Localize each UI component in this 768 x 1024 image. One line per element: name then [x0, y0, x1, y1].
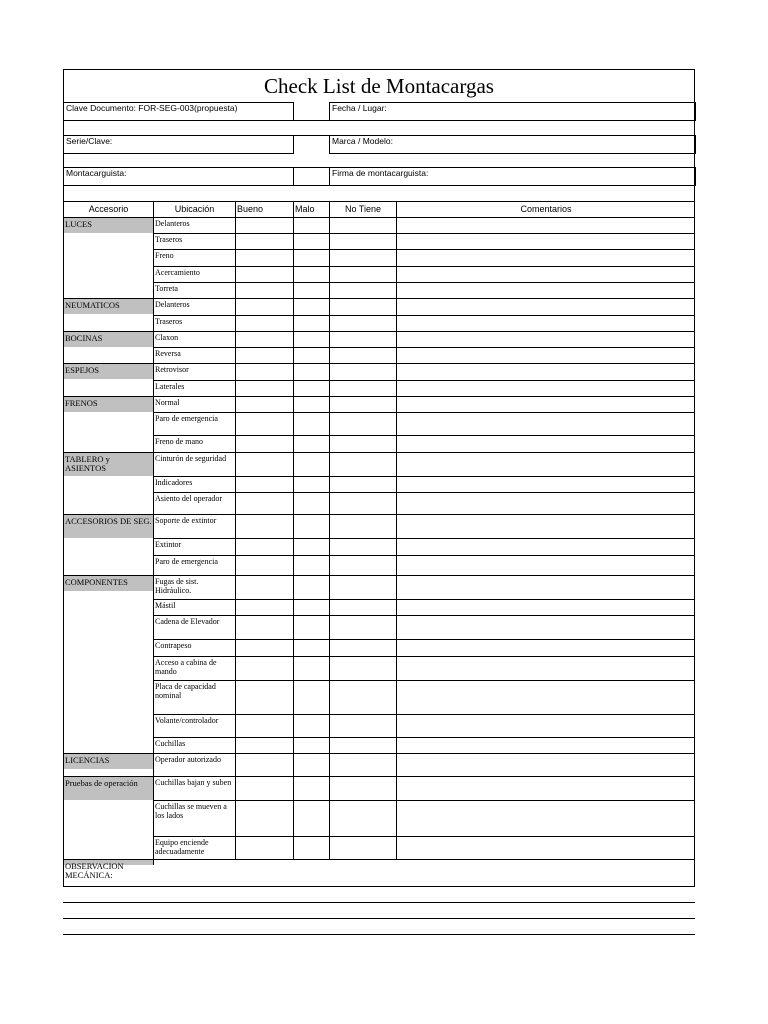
montacarguista-field: Montacarguista: [63, 167, 294, 186]
check-cell-bueno[interactable] [236, 348, 293, 363]
check-cell-no-tiene[interactable] [330, 397, 396, 412]
item-label-6-0: Soporte de extintor [155, 516, 217, 525]
item-label-0-4: Torreta [155, 284, 178, 293]
check-cell-comentario[interactable] [397, 332, 695, 347]
check-cell-malo[interactable] [294, 436, 329, 452]
check-cell-no-tiene[interactable] [330, 556, 396, 575]
check-cell-comentario[interactable] [397, 250, 695, 266]
divider [63, 185, 695, 186]
check-cell-bueno[interactable] [236, 493, 293, 514]
check-cell-bueno[interactable] [236, 600, 293, 615]
check-cell-bueno[interactable] [236, 381, 293, 396]
check-cell-no-tiene[interactable] [330, 640, 396, 656]
check-cell-no-tiene[interactable] [330, 600, 396, 615]
check-cell-no-tiene[interactable] [330, 234, 396, 249]
check-cell-malo[interactable] [294, 397, 329, 412]
check-cell-no-tiene[interactable] [330, 250, 396, 266]
check-cell-bueno[interactable] [236, 332, 293, 347]
check-cell-no-tiene[interactable] [330, 738, 396, 753]
check-cell-comentario[interactable] [397, 600, 695, 615]
observation-line [63, 902, 695, 903]
check-cell-no-tiene[interactable] [330, 576, 396, 599]
item-label-7-0: Fugas de sist. Hidráulico. [155, 577, 199, 595]
check-cell-comentario[interactable] [397, 234, 695, 249]
category-label-4: FRENOS [64, 397, 153, 412]
check-cell-bueno[interactable] [236, 681, 293, 714]
check-cell-bueno[interactable] [236, 616, 293, 639]
item-label-3-0: Retrovisor [155, 365, 189, 374]
item-label-7-6: Volante/controlador [155, 716, 219, 725]
check-cell-no-tiene[interactable] [330, 453, 396, 476]
check-cell-comentario[interactable] [397, 754, 695, 776]
check-cell-bueno[interactable] [236, 477, 293, 492]
check-cell-comentario[interactable] [397, 715, 695, 737]
check-cell-no-tiene[interactable] [330, 348, 396, 363]
check-cell-malo[interactable] [294, 754, 329, 776]
observacion-field[interactable] [154, 860, 695, 865]
check-cell-bueno[interactable] [236, 754, 293, 776]
item-label-1-1: Traseros [155, 317, 183, 326]
check-cell-comentario[interactable] [397, 801, 695, 836]
check-cell-comentario[interactable] [397, 681, 695, 714]
header-malo: Malo [295, 204, 315, 214]
check-cell-malo[interactable] [294, 600, 329, 615]
check-cell-comentario[interactable] [397, 283, 695, 298]
column-divider [293, 201, 294, 859]
item-label-8-0: Operador autorizado [155, 755, 221, 764]
check-cell-bueno[interactable] [236, 515, 293, 538]
check-cell-comentario[interactable] [397, 493, 695, 514]
check-cell-malo[interactable] [294, 801, 329, 836]
item-label-0-0: Delanteros [155, 219, 190, 228]
document-title: Check List de Montacargas [264, 74, 494, 98]
observation-line [63, 918, 695, 919]
checklist-sheet [63, 69, 695, 887]
category-label-1: NEUMATICOS [64, 299, 153, 314]
row-divider [63, 201, 695, 202]
check-cell-comentario[interactable] [397, 657, 695, 680]
check-cell-comentario[interactable] [397, 515, 695, 538]
column-divider [235, 201, 236, 859]
category-label-5: TABLERO y ASIENTOS [64, 453, 153, 476]
item-label-4-2: Freno de mano [155, 437, 203, 446]
category-label-8: LICENCIAS [64, 754, 153, 769]
check-cell-bueno[interactable] [236, 250, 293, 266]
check-cell-no-tiene[interactable] [330, 299, 396, 315]
check-cell-malo[interactable] [294, 777, 329, 800]
check-cell-malo[interactable] [294, 413, 329, 435]
item-label-7-7: Cuchillas [155, 739, 186, 748]
observation-line [63, 934, 695, 935]
item-label-0-1: Traseros [155, 235, 183, 244]
item-label-0-3: Acercamiento [155, 268, 200, 277]
check-cell-no-tiene[interactable] [330, 539, 396, 555]
item-label-5-2: Asiento del operador [155, 494, 223, 503]
check-cell-comentario[interactable] [397, 381, 695, 396]
check-cell-no-tiene[interactable] [330, 837, 396, 859]
item-label-6-1: Extintor [155, 540, 182, 549]
item-label-7-4: Acceso a cabina de mando [155, 658, 217, 676]
check-cell-no-tiene[interactable] [330, 801, 396, 836]
check-cell-bueno[interactable] [236, 657, 293, 680]
check-cell-no-tiene[interactable] [330, 477, 396, 492]
check-cell-bueno[interactable] [236, 316, 293, 331]
item-label-4-1: Paro de emergencia [155, 414, 218, 423]
check-cell-no-tiene[interactable] [330, 657, 396, 680]
check-cell-comentario[interactable] [397, 539, 695, 555]
check-cell-bueno[interactable] [236, 397, 293, 412]
check-cell-comentario[interactable] [397, 316, 695, 331]
check-cell-bueno[interactable] [236, 299, 293, 315]
check-cell-malo[interactable] [294, 381, 329, 396]
check-cell-malo[interactable] [294, 576, 329, 599]
item-label-5-1: Indicadores [155, 478, 193, 487]
check-cell-malo[interactable] [294, 515, 329, 538]
check-cell-comentario[interactable] [397, 640, 695, 656]
check-cell-no-tiene[interactable] [330, 364, 396, 380]
marca-modelo-field: Marca / Modelo: [329, 135, 696, 154]
category-label-6: ACCESORIOS DE SEG. [64, 515, 153, 538]
firma-field: Firma de montacarguista: [329, 167, 696, 186]
check-cell-malo[interactable] [294, 657, 329, 680]
check-cell-bueno[interactable] [236, 364, 293, 380]
item-label-4-0: Normal [155, 398, 180, 407]
check-cell-comentario[interactable] [397, 397, 695, 412]
item-label-0-2: Freno [155, 251, 174, 260]
check-cell-malo[interactable] [294, 837, 329, 859]
check-cell-malo[interactable] [294, 616, 329, 639]
check-cell-comentario[interactable] [397, 453, 695, 476]
check-cell-comentario[interactable] [397, 218, 695, 233]
check-cell-comentario[interactable] [397, 556, 695, 575]
item-label-7-5: Placa de capacidad nominal [155, 682, 216, 700]
check-cell-malo[interactable] [294, 283, 329, 298]
check-cell-bueno[interactable] [236, 283, 293, 298]
check-cell-bueno[interactable] [236, 640, 293, 656]
check-cell-malo[interactable] [294, 364, 329, 380]
check-cell-malo[interactable] [294, 738, 329, 753]
check-cell-bueno[interactable] [236, 539, 293, 555]
check-cell-malo[interactable] [294, 250, 329, 266]
check-cell-comentario[interactable] [397, 348, 695, 363]
check-cell-malo[interactable] [294, 316, 329, 331]
item-label-2-1: Reversa [155, 349, 181, 358]
check-cell-bueno[interactable] [236, 413, 293, 435]
category-label-7: COMPONENTES [64, 576, 153, 591]
item-label-1-0: Delanteros [155, 300, 190, 309]
check-cell-bueno[interactable] [236, 234, 293, 249]
check-cell-no-tiene[interactable] [330, 283, 396, 298]
category-label-2: BOCINAS [64, 332, 153, 347]
check-cell-malo[interactable] [294, 715, 329, 737]
check-cell-comentario[interactable] [397, 738, 695, 753]
header-ubicacion: Ubicación [174, 204, 215, 214]
check-cell-no-tiene[interactable] [330, 681, 396, 714]
check-cell-bueno[interactable] [236, 837, 293, 859]
header-no-tiene: No Tiene [344, 204, 382, 214]
item-label-7-2: Cadena de Elevador [155, 617, 220, 626]
fecha-lugar-field: Fecha / Lugar: [329, 102, 696, 121]
check-cell-bueno[interactable] [236, 801, 293, 836]
check-cell-comentario[interactable] [397, 777, 695, 800]
check-cell-no-tiene[interactable] [330, 381, 396, 396]
check-cell-no-tiene[interactable] [330, 777, 396, 800]
check-cell-no-tiene[interactable] [330, 715, 396, 737]
divider [63, 120, 695, 121]
item-label-6-2: Paro de emergencia [155, 557, 218, 566]
check-cell-bueno[interactable] [236, 556, 293, 575]
item-label-7-1: Mástil [155, 601, 176, 610]
check-cell-comentario[interactable] [397, 477, 695, 492]
category-label-3: ESPEJOS [64, 364, 153, 379]
item-label-2-0: Claxon [155, 333, 179, 342]
check-cell-malo[interactable] [294, 348, 329, 363]
check-cell-no-tiene[interactable] [330, 616, 396, 639]
check-cell-bueno[interactable] [236, 715, 293, 737]
check-cell-malo[interactable] [294, 234, 329, 249]
item-label-9-0: Cuchillas bajan y suben [155, 778, 232, 787]
check-cell-bueno[interactable] [236, 436, 293, 452]
check-cell-malo[interactable] [294, 640, 329, 656]
check-cell-bueno[interactable] [236, 267, 293, 282]
column-divider [329, 201, 330, 859]
check-cell-no-tiene[interactable] [330, 754, 396, 776]
check-cell-malo[interactable] [294, 477, 329, 492]
check-cell-no-tiene[interactable] [330, 332, 396, 347]
category-label-0: LUCES [64, 218, 153, 233]
item-label-9-2: Equipo enciende adecuadamente [155, 838, 209, 856]
item-label-9-1: Cuchillas se mueven a los lados [155, 802, 227, 820]
check-cell-malo[interactable] [294, 681, 329, 714]
item-label-7-3: Contrapeso [155, 641, 192, 650]
check-cell-no-tiene[interactable] [330, 267, 396, 282]
check-cell-comentario[interactable] [397, 576, 695, 599]
check-cell-bueno[interactable] [236, 777, 293, 800]
check-cell-malo[interactable] [294, 218, 329, 233]
check-cell-comentario[interactable] [397, 413, 695, 435]
clave-documento-field: Clave Documento: FOR-SEG-003(propuesta) [63, 102, 294, 121]
check-cell-comentario[interactable] [397, 267, 695, 282]
check-cell-malo[interactable] [294, 299, 329, 315]
header-bueno: Bueno [237, 204, 264, 214]
column-divider [396, 201, 397, 859]
check-cell-no-tiene[interactable] [330, 218, 396, 233]
observacion-label: OBSERVACION MECÁNICA: [64, 860, 153, 865]
check-cell-bueno[interactable] [236, 218, 293, 233]
serie-clave-field: Serie/Clave: [63, 135, 294, 154]
check-cell-no-tiene[interactable] [330, 316, 396, 331]
item-label-5-0: Cinturón de seguridad [155, 454, 227, 463]
column-divider [153, 201, 154, 865]
check-cell-comentario[interactable] [397, 436, 695, 452]
check-cell-malo[interactable] [294, 332, 329, 347]
check-cell-malo[interactable] [294, 493, 329, 514]
check-cell-bueno[interactable] [236, 576, 293, 599]
item-label-3-1: Laterales [155, 382, 185, 391]
header-accesorio: Accesorio [88, 204, 129, 214]
check-cell-no-tiene[interactable] [330, 493, 396, 514]
check-cell-no-tiene[interactable] [330, 413, 396, 435]
check-cell-malo[interactable] [294, 267, 329, 282]
check-cell-comentario[interactable] [397, 364, 695, 380]
check-cell-no-tiene[interactable] [330, 515, 396, 538]
check-cell-comentario[interactable] [397, 837, 695, 859]
category-label-9: Pruebas de operación [64, 777, 153, 800]
check-cell-malo[interactable] [294, 453, 329, 476]
check-cell-comentario[interactable] [397, 299, 695, 315]
check-cell-malo[interactable] [294, 556, 329, 575]
check-cell-bueno[interactable] [236, 738, 293, 753]
check-cell-bueno[interactable] [236, 453, 293, 476]
check-cell-malo[interactable] [294, 539, 329, 555]
check-cell-comentario[interactable] [397, 616, 695, 639]
check-cell-no-tiene[interactable] [330, 436, 396, 452]
header-comentarios: Comentarios [520, 204, 572, 214]
